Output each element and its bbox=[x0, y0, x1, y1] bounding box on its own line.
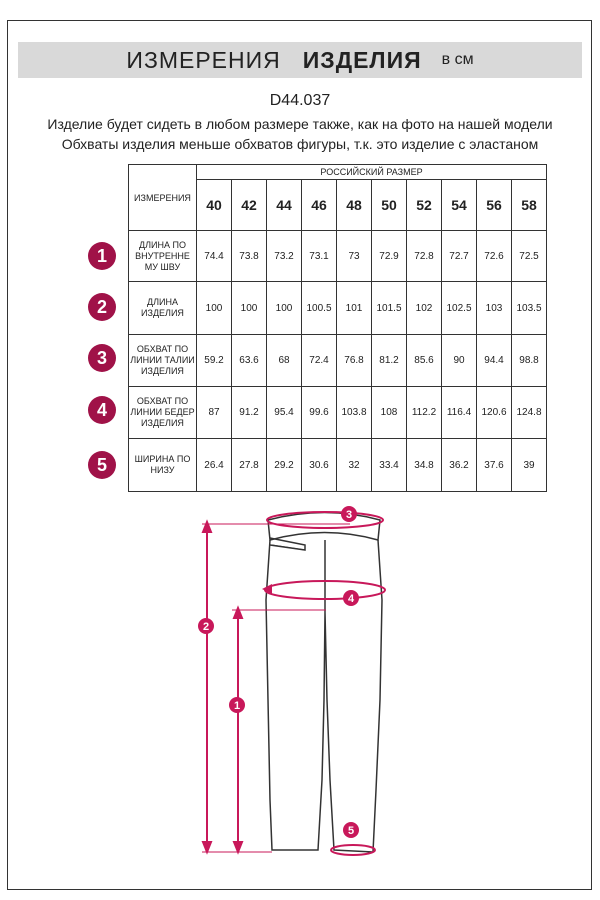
size-table bbox=[128, 164, 547, 492]
table-cell: 102.5 bbox=[442, 282, 477, 335]
table-cell: 112.2 bbox=[407, 387, 442, 439]
table-cell: 98.8 bbox=[512, 335, 547, 387]
table-cell: 26.4 bbox=[197, 439, 232, 492]
size-header: 42 bbox=[232, 180, 267, 231]
size-header: 58 bbox=[512, 180, 547, 231]
row-number-badge: 5 bbox=[88, 451, 116, 479]
table-cell: 100.5 bbox=[302, 282, 337, 335]
table-cell: 72.8 bbox=[407, 231, 442, 282]
table-cell: 100 bbox=[232, 282, 267, 335]
note-fit: Изделие будет сидеть в любом размере также, как на фото на нашей модели bbox=[47, 116, 553, 132]
table-cell: 99.6 bbox=[302, 387, 337, 439]
title-part2: ИЗДЕЛИЯ bbox=[302, 46, 422, 73]
title-band bbox=[18, 42, 582, 78]
table-cell: 37.6 bbox=[477, 439, 512, 492]
size-header: 48 bbox=[337, 180, 372, 231]
size-header: 46 bbox=[302, 180, 337, 231]
row-label: ДЛИНА ПО ВНУТРЕННЕ МУ ШВУ bbox=[129, 231, 197, 282]
article-number: D44.037 bbox=[269, 92, 331, 109]
title-part1: ИЗМЕРЕНИЯ bbox=[126, 46, 281, 73]
table-cell: 59.2 bbox=[197, 335, 232, 387]
table-cell: 90 bbox=[442, 335, 477, 387]
marker-1: 1 bbox=[233, 700, 241, 712]
table-cell: 116.4 bbox=[442, 387, 477, 439]
table-cell: 124.8 bbox=[512, 387, 547, 439]
row-number-badge: 2 bbox=[88, 293, 116, 321]
table-cell: 73.2 bbox=[267, 231, 302, 282]
table-cell: 103.5 bbox=[512, 282, 547, 335]
table-cell: 91.2 bbox=[232, 387, 267, 439]
table-row bbox=[129, 231, 547, 282]
table-cell: 85.6 bbox=[407, 335, 442, 387]
table-cell: 36.2 bbox=[442, 439, 477, 492]
marker-2: 2 bbox=[202, 621, 210, 633]
marker-5: 5 bbox=[347, 825, 355, 837]
size-group-header: РОССИЙСКИЙ РАЗМЕР bbox=[197, 165, 547, 180]
table-cell: 72.7 bbox=[442, 231, 477, 282]
size-header: 56 bbox=[477, 180, 512, 231]
table-cell: 73.1 bbox=[302, 231, 337, 282]
table-cell: 120.6 bbox=[477, 387, 512, 439]
size-header: 40 bbox=[197, 180, 232, 231]
table-cell: 81.2 bbox=[372, 335, 407, 387]
trousers-outline bbox=[266, 513, 382, 853]
title-unit: в см bbox=[441, 51, 474, 68]
table-cell: 32 bbox=[337, 439, 372, 492]
note-elastane: Обхваты изделия меньше обхватов фигуры, т.к. это изделие с эластаном bbox=[61, 136, 539, 152]
size-header: 54 bbox=[442, 180, 477, 231]
table-cell: 100 bbox=[197, 282, 232, 335]
table-cell: 33.4 bbox=[372, 439, 407, 492]
table-cell: 72.9 bbox=[372, 231, 407, 282]
size-header: 50 bbox=[372, 180, 407, 231]
length-arrows bbox=[203, 522, 242, 852]
table-cell: 103 bbox=[477, 282, 512, 335]
table-cell: 72.6 bbox=[477, 231, 512, 282]
table-cell: 101.5 bbox=[372, 282, 407, 335]
table-cell: 27.8 bbox=[232, 439, 267, 492]
table-row bbox=[129, 335, 547, 387]
trousers-diagram bbox=[0, 500, 600, 870]
table-row bbox=[129, 282, 547, 335]
table-cell: 76.8 bbox=[337, 335, 372, 387]
size-header: 52 bbox=[407, 180, 442, 231]
marker-3: 3 bbox=[345, 509, 353, 521]
table-cell: 73.8 bbox=[232, 231, 267, 282]
table-cell: 34.8 bbox=[407, 439, 442, 492]
table-cell: 101 bbox=[337, 282, 372, 335]
table-cell: 74.4 bbox=[197, 231, 232, 282]
guide-lines bbox=[202, 524, 350, 852]
row-number-badge: 4 bbox=[88, 396, 116, 424]
table-cell: 63.6 bbox=[232, 335, 267, 387]
table-cell: 103.8 bbox=[337, 387, 372, 439]
size-header: 44 bbox=[267, 180, 302, 231]
table-cell: 72.5 bbox=[512, 231, 547, 282]
table-cell: 73 bbox=[337, 231, 372, 282]
table-cell: 102 bbox=[407, 282, 442, 335]
row-label: ОБХВАТ ПО ЛИНИИ ТАЛИИ ИЗДЕЛИЯ bbox=[129, 335, 197, 387]
row-label: ОБХВАТ ПО ЛИНИИ БЕДЕР ИЗДЕЛИЯ bbox=[129, 387, 197, 439]
table-row bbox=[129, 387, 547, 439]
table-cell: 95.4 bbox=[267, 387, 302, 439]
row-number-badge: 1 bbox=[88, 242, 116, 270]
row-number-badge: 3 bbox=[88, 344, 116, 372]
row-label: ДЛИНА ИЗДЕЛИЯ bbox=[129, 282, 197, 335]
measure-header: ИЗМЕРЕНИЯ bbox=[129, 165, 197, 231]
marker-4: 4 bbox=[347, 593, 355, 605]
table-cell: 108 bbox=[372, 387, 407, 439]
table-cell: 100 bbox=[267, 282, 302, 335]
table-cell: 30.6 bbox=[302, 439, 337, 492]
waist-ellipse bbox=[267, 512, 383, 528]
diagram-markers bbox=[198, 506, 359, 838]
table-cell: 94.4 bbox=[477, 335, 512, 387]
table-cell: 72.4 bbox=[302, 335, 337, 387]
row-label: ШИРИНА ПО НИЗУ bbox=[129, 439, 197, 492]
table-cell: 29.2 bbox=[267, 439, 302, 492]
table-cell: 39 bbox=[512, 439, 547, 492]
table-cell: 68 bbox=[267, 335, 302, 387]
table-row bbox=[129, 439, 547, 492]
table-cell: 87 bbox=[197, 387, 232, 439]
